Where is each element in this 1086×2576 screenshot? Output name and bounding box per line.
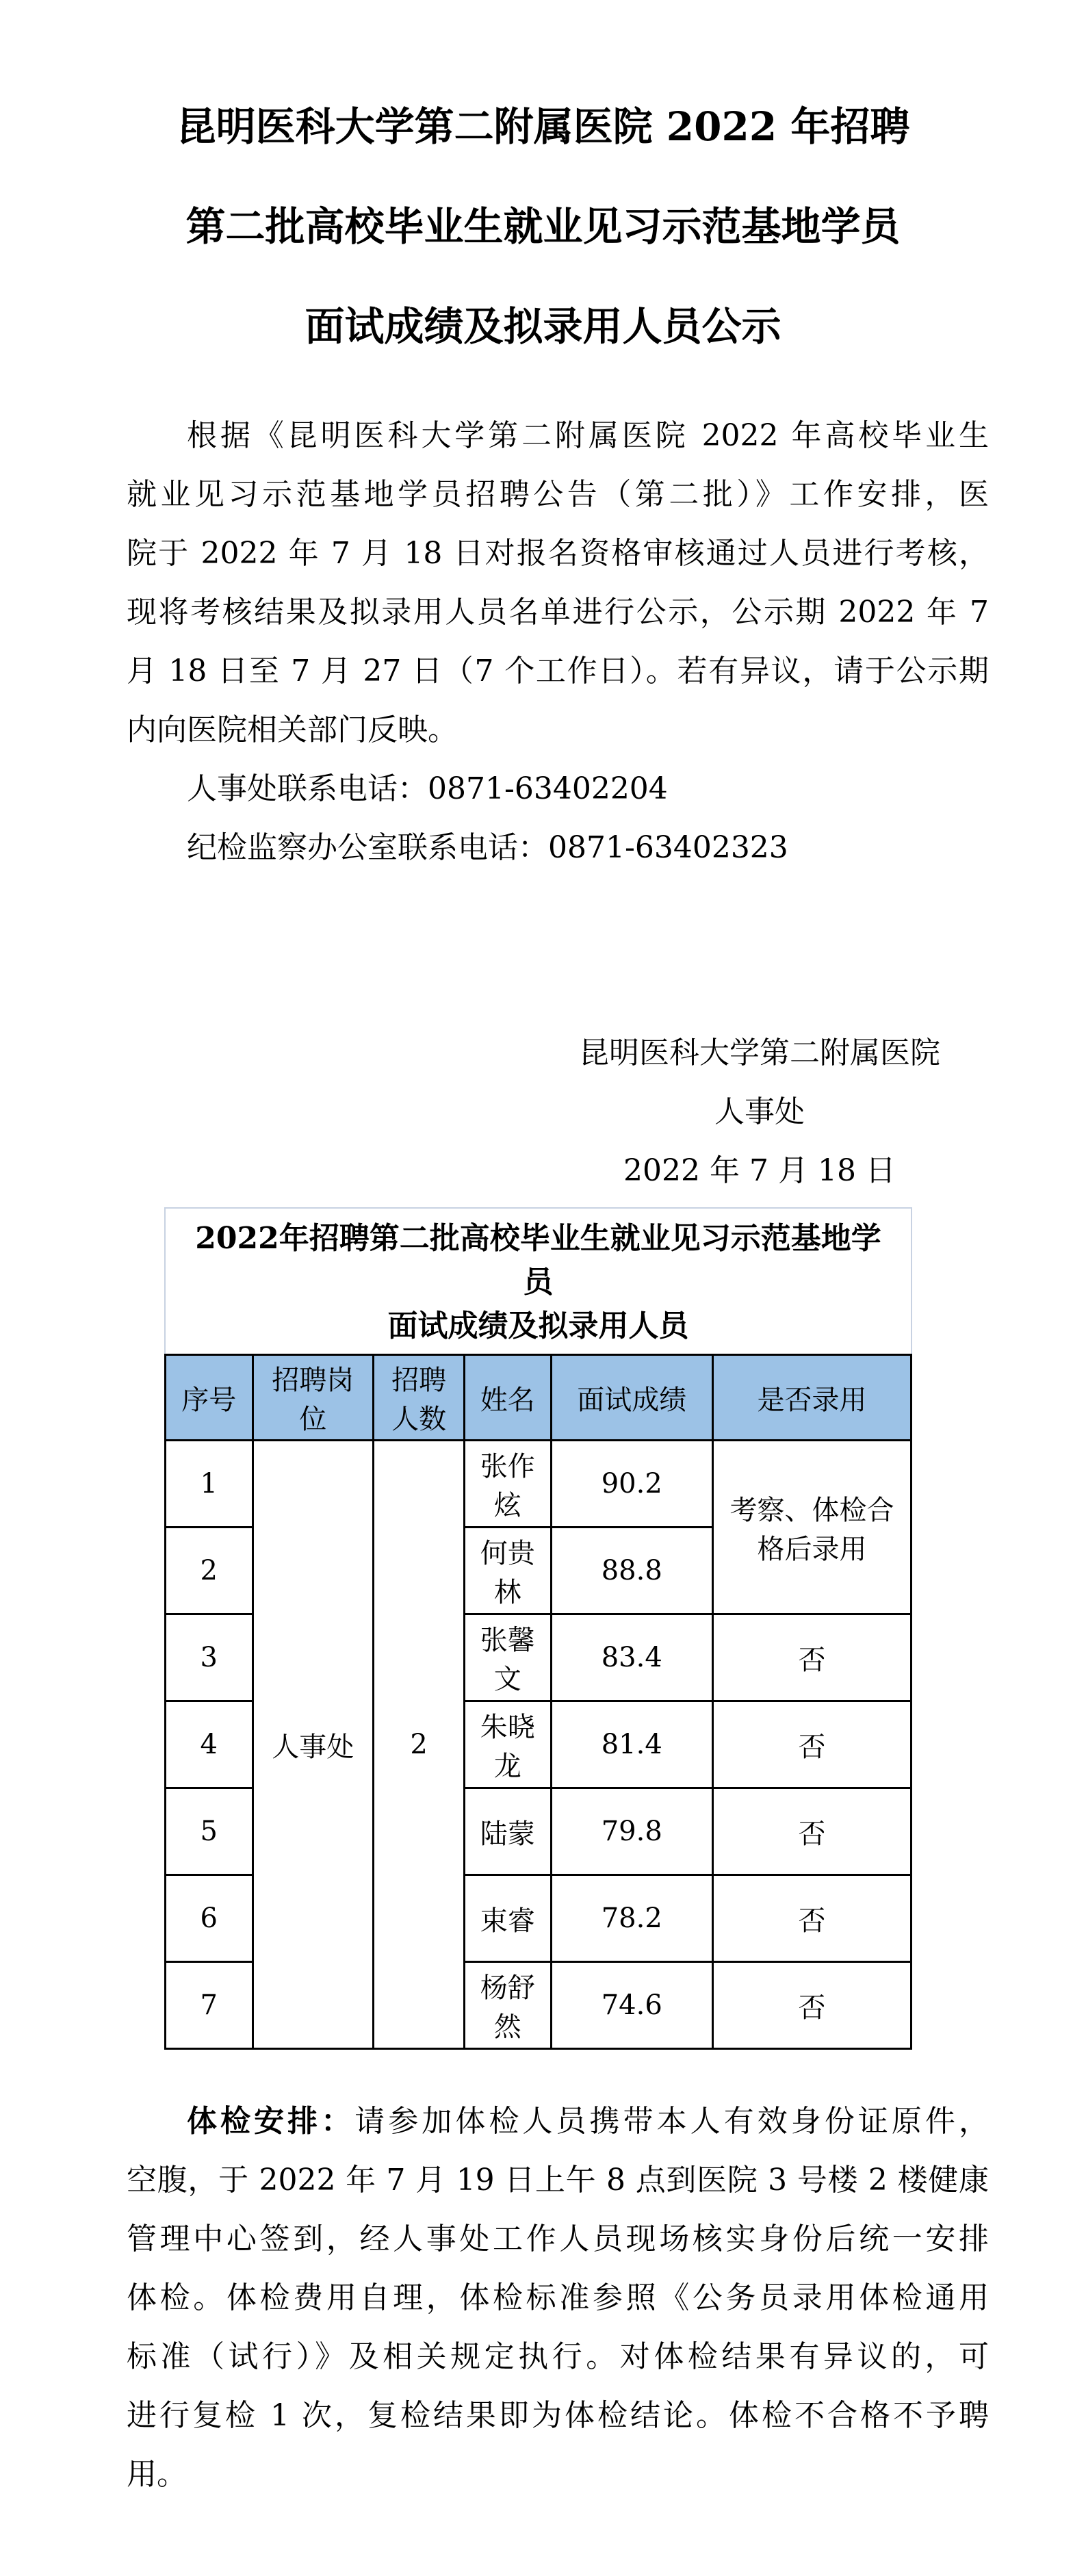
cell-name: 张作炫 — [465, 1441, 551, 1528]
cell-hired: 否 — [713, 1701, 912, 1788]
cell-seq: 4 — [166, 1701, 253, 1788]
merged-cell-hired-1-2: 考察、体检合格后录用 — [713, 1441, 912, 1614]
table-title — [164, 1207, 912, 1354]
paragraph-line: 院于 2022 年 7 月 18 日对报名资格审核通过人员进行考核， — [127, 536, 989, 571]
table-row — [166, 1441, 912, 1528]
cell-score: 79.8 — [551, 1788, 713, 1875]
header-cell-name: 姓名 — [465, 1355, 551, 1441]
cell-seq: 7 — [166, 1962, 253, 2049]
header-cell-hired: 是否录用 — [713, 1355, 912, 1441]
cell-seq: 6 — [166, 1875, 253, 1962]
cell-hired: 否 — [713, 1788, 912, 1875]
exam-bold-label: 体检安排： — [187, 2104, 355, 2139]
header-cell-headcount: 招聘人数 — [374, 1355, 465, 1441]
exam-line-text: 请参加体检人员携带本人有效身份证原件， — [354, 2104, 989, 2139]
exam-line: 用。 — [127, 2457, 187, 2492]
header-cell-position: 招聘岗位 — [253, 1355, 374, 1441]
table-header-row — [166, 1355, 912, 1441]
exam-line: 管理中心签到，经人事处工作人员现场核实身份后统一安排 — [127, 2221, 989, 2256]
results-table-section — [164, 1207, 912, 2050]
cell-name: 张馨文 — [465, 1614, 551, 1701]
cell-hired: 否 — [713, 1962, 912, 2049]
cell-seq: 3 — [166, 1614, 253, 1701]
cell-name: 杨舒然 — [465, 1962, 551, 2049]
cell-seq: 5 — [166, 1788, 253, 1875]
cell-score: 90.2 — [551, 1441, 713, 1528]
cell-name: 朱晓龙 — [465, 1701, 551, 1788]
page-title-line: 第二批高校毕业生就业见习示范基地学员 — [185, 203, 901, 250]
signature-dept: 人事处 — [714, 1094, 805, 1129]
intro-paragraph — [127, 407, 989, 877]
cell-score: 74.6 — [551, 1962, 713, 2049]
table-title-line: 面试成绩及拟录用人员 — [387, 1309, 689, 1343]
cell-name: 陆蒙 — [465, 1788, 551, 1875]
paragraph-line: 现将考核结果及拟录用人员名单进行公示，公示期 2022 年 7 — [127, 595, 989, 630]
contact-phone-discipline: 纪检监察办公室联系电话：0871-63402323 — [187, 830, 788, 865]
exam-line — [127, 2092, 989, 2151]
exam-line: 体检。体检费用自理，体检标准参照《公务员录用体检通用 — [127, 2280, 989, 2315]
signature-org: 昆明医科大学第二附属医院 — [579, 1035, 940, 1070]
table-title-line: 2022年招聘第二批高校毕业生就业见习示范基地学员 — [195, 1221, 881, 1300]
exam-line: 标准（试行）》及相关规定执行。对体检结果有异议的，可 — [127, 2339, 989, 2374]
contact-phone-hr: 人事处联系电话：0871-63402204 — [187, 771, 668, 806]
exam-paragraph — [127, 2092, 989, 2504]
page-title-line: 面试成绩及拟录用人员公示 — [305, 303, 781, 350]
merged-cell-position: 人事处 — [253, 1441, 374, 2049]
cell-score: 88.8 — [551, 1528, 713, 1614]
header-cell-score: 面试成绩 — [551, 1355, 713, 1441]
paragraph-line: 根据《昆明医科大学第二附属医院 2022 年高校毕业生 — [187, 418, 989, 453]
cell-score: 81.4 — [551, 1701, 713, 1788]
signature-block — [541, 1024, 979, 1200]
page-title-line: 昆明医科大学第二附属医院 2022 年招聘 — [176, 103, 910, 150]
header-cell-seq: 序号 — [166, 1355, 253, 1441]
exam-line: 进行复检 1 次，复检结果即为体检结论。体检不合格不予聘 — [127, 2398, 989, 2433]
cell-score: 83.4 — [551, 1614, 713, 1701]
merged-cell-headcount: 2 — [374, 1441, 465, 2049]
paragraph-line: 内向医院相关部门反映。 — [127, 712, 458, 747]
results-table — [164, 1354, 912, 2050]
cell-score: 78.2 — [551, 1875, 713, 1962]
signature-date: 2022 年 7 月 18 日 — [623, 1153, 896, 1188]
paragraph-line: 月 18 日至 7 月 27 日（7 个工作日）。若有异议，请于公示期 — [127, 654, 989, 688]
cell-name: 束睿 — [465, 1875, 551, 1962]
cell-seq: 2 — [166, 1528, 253, 1614]
cell-hired: 否 — [713, 1875, 912, 1962]
paragraph-line: 就业见习示范基地学员招聘公告（第二批）》工作安排，医 — [127, 477, 989, 512]
page-title — [0, 77, 1086, 376]
exam-line: 空腹，于 2022 年 7 月 19 日上午 8 点到医院 3 号楼 2 楼健康 — [127, 2163, 989, 2198]
cell-seq: 1 — [166, 1441, 253, 1528]
cell-name: 何贵林 — [465, 1528, 551, 1614]
cell-hired: 否 — [713, 1614, 912, 1701]
